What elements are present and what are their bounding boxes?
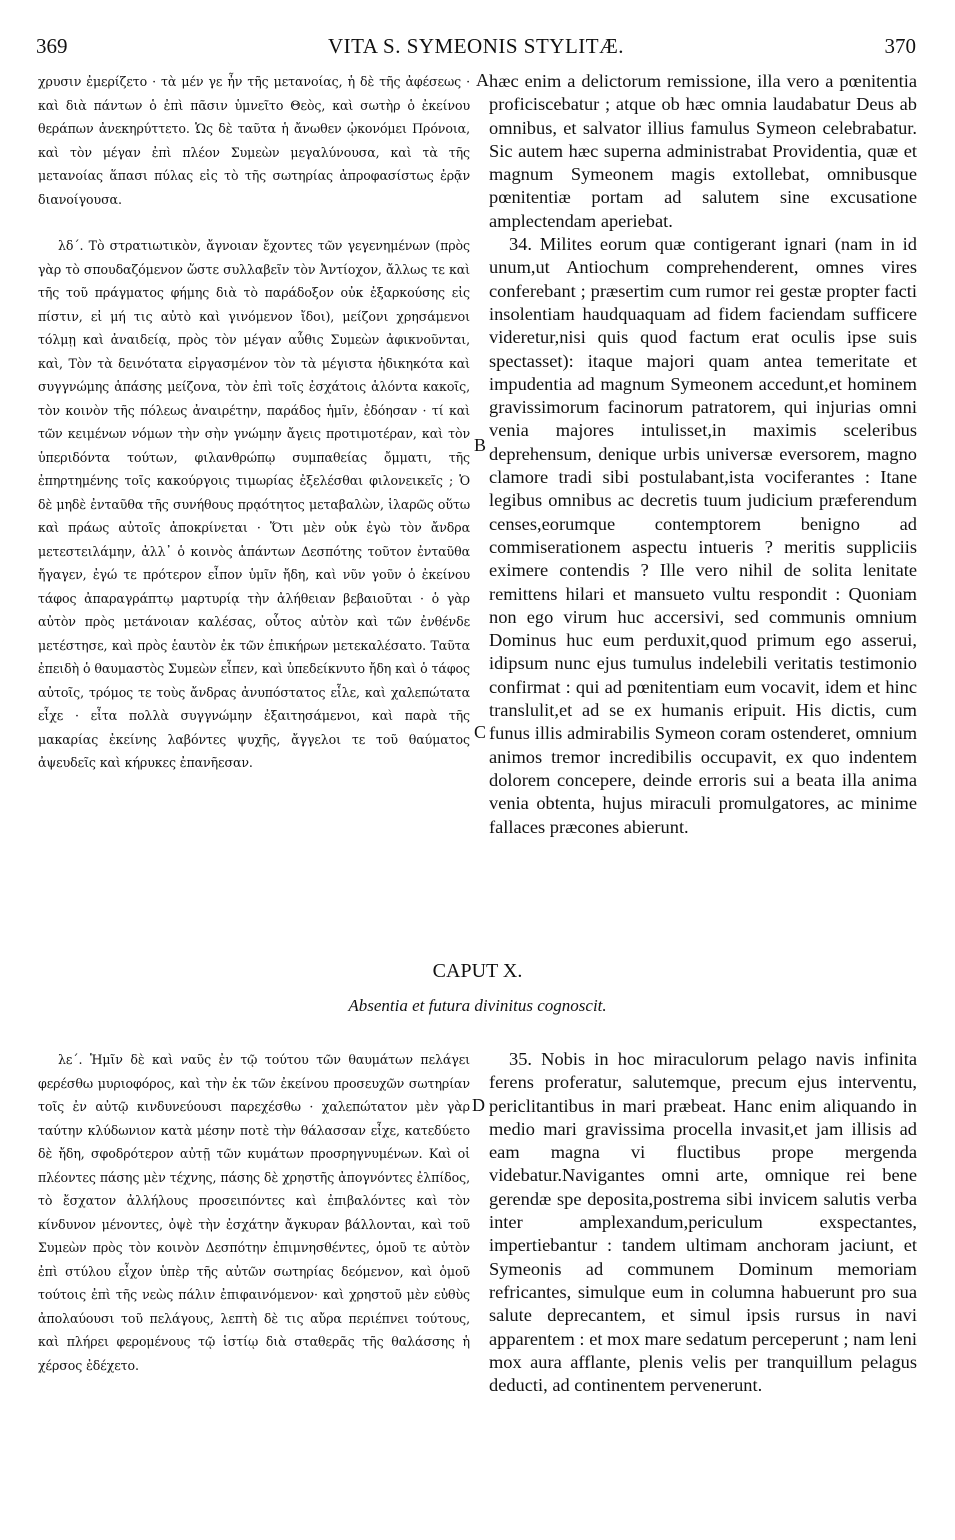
latin-column-top — [489, 70, 917, 839]
latin-paragraph-34: 34. Milites eorum quæ contigerant ignari (nam in id unum,ut Antiochum comprehenderent, omnes vires conferebant ; præsertim cum rumor rei gestæ propter facti insolentiam haudquaquam ad fidem faciendam sufficere videretur,nisi quis quod factum erat oculis ipse suis spectasset): itaque majori quam antea temeritate et impudentia ad magnum Symeonem accedunt,et hominem gravissimorum facinorum patratorem, qui injurias omni venia majores intulisset,in maximis sceleribus deprehensum, denique urbis universæ eversorem, magno clamore tradi sibi postulabant,ista vociferantes : Itane legibus omnibus ac decretis tuum judicium præferendum censes,eorumque contemptorem benigno ad commiserationem aspectu intueris ? meritis suppliciis eximere contendis ? Ille vero nihil de solita lenitate remittens hilari et mansueto vultu respondit : Quoniam non ego virum huc accersivi, sed communis omnium Dominus huc eum perduxit,quod primum ego asserui, idipsum nunc ejus tumulus indelebili veritatis testimonio confirmat : qui ad pœnitentiam eum vocavit, idem et hinc translulit,et ad se ex humanis eripuit. His dictis, cum funus illis admirabilis Symeon coram ostenderet, omnium animos tremor incredibilis occupavit, ex quo indentem dolorem concepere, deinde erroris sui a beata illa anima venia obtenta, hujus miraculi promulgatores, ac minime fallaces præcones abierunt. — [489, 234, 917, 837]
margin-letter-b: B — [474, 435, 487, 455]
greek-paragraph-34: λδ΄. Τὸ στρατιωτικὸν, ἄγνοιαν ἔχοντες τῶν γεγενημένων (πρὸς γὰρ τὸ σπουδαζόμενον ὥστε συλλαβεῖν τὸν Ἀντίοχον, ἄλλως τε καὶ τῆς τοῦ πράγματος φήμης διὰ τὸ παράδοξον οὐκ ἐξαρκούσης εἰς πίστιν, εἰ μή τις αὐτὸ καὶ γινόμενον ἴδοι), μείζονι χρησάμενοι τόλμῃ καὶ ἀναιδείᾳ, πρὸς τὸν μέγαν αὖθις Συμεὼν ἀφικνοῦνται, καὶ, Τὸν τὰ δεινότατα εἰργασμένον τὸν τὰ μέγιστα ἠδικηκότα καὶ συγγνώμης ἁπάσης μείζονα, τὸν ἐπὶ τοῖς ἐσχάτοις ἁλόντα κακοῖς, τὸν κοινὸν τῆς πόλεως ἀναιρέτην, παράδος ἡμῖν, ἐδόησαν · τί καὶ τῶν κειμένων νόμων τὴν σὴν γνώμην ἄγεις προτιμοτέραν, καὶ τὸν ὑπεριδόντα τούτων, φιλανθρώπῳ συμπαθείας ὄμματι, τῆς ἐπηρτημένης τοῖς κακούργοις τιμωρίας ἐξελέσθαι φιλονεικεῖς ; Ὁ δὲ μηδὲ ἐνταῦθα τῆς συνήθους πρᾳότητος μεταβαλὼν, ἱλαρῶς οὕτω καὶ πράως αὐτοῖς ἀποκρίνεται · Ὅτι μὲν οὐκ ἐγὼ τὸν ἄνδρα μετεστειλάμην, ἀλλ᾽ ὁ κοινὸς ἁπάντων Δεσπότης τοῦτον ἐνταῦθα ἤγαγεν, ἐγώ τε πρότερον εἶπον ὑμῖν ἤδη, καὶ νῦν γοῦν ὁ ἐκείνου τάφος ἀπαραγράπτῳ μαρτυρίᾳ τὴν ἀλήθειαν βεβαιοῦται · ὁ γὰρ αὐτὸν πρὸς μετάνοιαν καλέσας, οὗτος αὐτὸν καὶ τῶν ἐνθένδε μετέστησε, καὶ πρὸς ἑαυτὸν ἐκ τῶν ἐπικήρων μετεκαλέσατο. Ταῦτα ἐπειδὴ ὁ θαυμαστὸς Συμεὼν εἶπεν, καὶ ὑπεδείκνυτο ἤδη καὶ ὁ τάφος αὐτοῖς, τρόμος τε τοὺς ἄνδρας ἀνυπόστατος εἷλε, καὶ χαλεπώτατα εἶχε · εἶτα πολλὰ συγγνώμην ἐξαιτησάμενοι, καὶ παρὰ τῆς μακαρίας ἐκείνης λαβόντες ψυχῆς, ἄγγελοι τε τοῦ θαύματος ἀψευδεῖς καὶ κήρυκες ἐπανῆεσαν. — [38, 238, 470, 770]
greek-column-top — [38, 70, 470, 775]
greek-paragraph-35: λε΄. Ἡμῖν δὲ καὶ ναῦς ἐν τῷ τούτου τῶν θαυμάτων πελάγει φερέσθω μυριοφόρος, καὶ τὴν ἐκ τῶν ἐκείνου προσευχῶν σωτηρίαν τοῖς ἐν αὐτῷ κινδυνεύουσι παρεχέσθω · χαλεπώτατον μὲν γὰρ ταύτην κλύδωνιον κατὰ μέσην ποτὲ τὴν θάλασσαν εἶχε, κατεδύετο δὲ ἤδη, σφοδρότερον αὐτῇ τῶν κυμάτων προσρηγνυμένων. Καὶ οἱ πλέοντες πάσης μὲν τέχνης, πάσης δὲ χρηστῆς ἀπογνόντες ἐλπίδος, τὸ ἔσχατον ἀλλήλους προσειπόντες καὶ ἐπιβαλόντες καὶ τὸν κίνδυνον μένοντες, ὀψὲ τὴν ἐσχάτην ἄγκυραν βάλλονται, καὶ τοῦ Συμεὼν πρὸς τὸν κοινὸν Δεσπότην ἐπιμνησθέντες, ὁμοῦ τε αὐτὸν ἐπὶ στύλου εἶχον ὑπὲρ τῆς αὐτῶν σωτηρίας δεόμενον, καὶ ὁμοῦ τούτοις ἐπὶ τῆς νεὼς πάλιν ἐπιφαινόμενον· καὶ χρηστοῦ μὲν εὐθὺς ἀπολαύουσι τοῦ πελάγους, λεπτὴ δὲ τις αὔρα περιέπνει τούτους, καὶ πλήρει φερομένους τῷ ἱστίῳ διὰ σταθερᾶς τῆς θαλάσσης ἡ χέρσος ἐδέχετο. — [38, 1052, 470, 1373]
running-title: VITA S. SYMEONIS STYLITÆ. — [327, 34, 625, 58]
chapter-heading: CAPUT X. — [432, 960, 523, 982]
latin-paragraph: hæc enim a delictorum remissione, illa vero a pœnitentia proficiscebatur ; atque ob hæc omnia laudabatur Deus ab omnibus, et salvator illius famulus Symeon celebrabatur. Sic autem hæc superna administrabat Providentia, quæ et magnum Symeonem magis extollebat, omnibusque pœnitentiæ portam ad salutem sine excusatione amplectendam aperiebat. — [489, 71, 917, 231]
margin-letter-d: D — [472, 1095, 485, 1115]
latin-column-bottom — [489, 1048, 917, 1397]
greek-column-bottom — [38, 1048, 470, 1377]
page-number-left: 369 — [36, 34, 68, 58]
running-head — [36, 34, 916, 64]
margin-letter-a: A — [476, 70, 489, 90]
greek-paragraph: χρυσιν ἐμερίζετο · τὰ μέν γε ἦν τῆς μετανοίας, ἡ δὲ τῆς ἀφέσεως · καὶ διὰ πάντων ὁ ἐπὶ πᾶσιν ὑμνεῖτο Θεὸς, καὶ σωτὴρ ὁ ἐκείνου θεράπων ἀνεκηρύττετο. Ὡς δὲ ταῦτα ἡ ἄνωθεν ᾠκονόμει Πρόνοια, καὶ τὸν μέγαν ἐπὶ πλέον Συμεὼν μεγαλύνουσα, καὶ τὰ τῆς μετανοίας ἅπασι πύλας εἰς τὸ τῆς σωτηρίας ἀπροφασίστως ἐρᾷν διανοίγουσα. — [38, 74, 470, 207]
page-number-right: 370 — [884, 34, 916, 58]
latin-paragraph-35: 35. Nobis in hoc miraculorum pelago navis infinita ferens proferatur, salutemque, precum ejus interventu, periclitantibus in mari præbeat. Hanc enim aliquando in medio mari gravissima procella invasit,et jam illisis ad eam magna vi fluctibus prope mergenda videbatur.Navigantes omni arte, omnique rei bene gerendæ spe deposita,postrema sibi invicem salutis verba inter amplexandum,periculum exspectantes, impertiebantur : tandem ultimam anchoram jaciunt, et Symeonis ad communem Dominum memoriam refricantes, simulque eum in columna habuerunt pro sua salute deprecantem, et simul ipsis rursus in navi apparentem : et mox mare sedatum perceperunt ; nam leni mox aura afflante, plenis velis per tranquillum pelagus deducti, ad continentem pervenerunt. — [489, 1049, 917, 1396]
chapter-subtitle: Absentia et futura divinitus cognoscit. — [348, 996, 607, 1015]
margin-letter-c: C — [474, 722, 487, 742]
